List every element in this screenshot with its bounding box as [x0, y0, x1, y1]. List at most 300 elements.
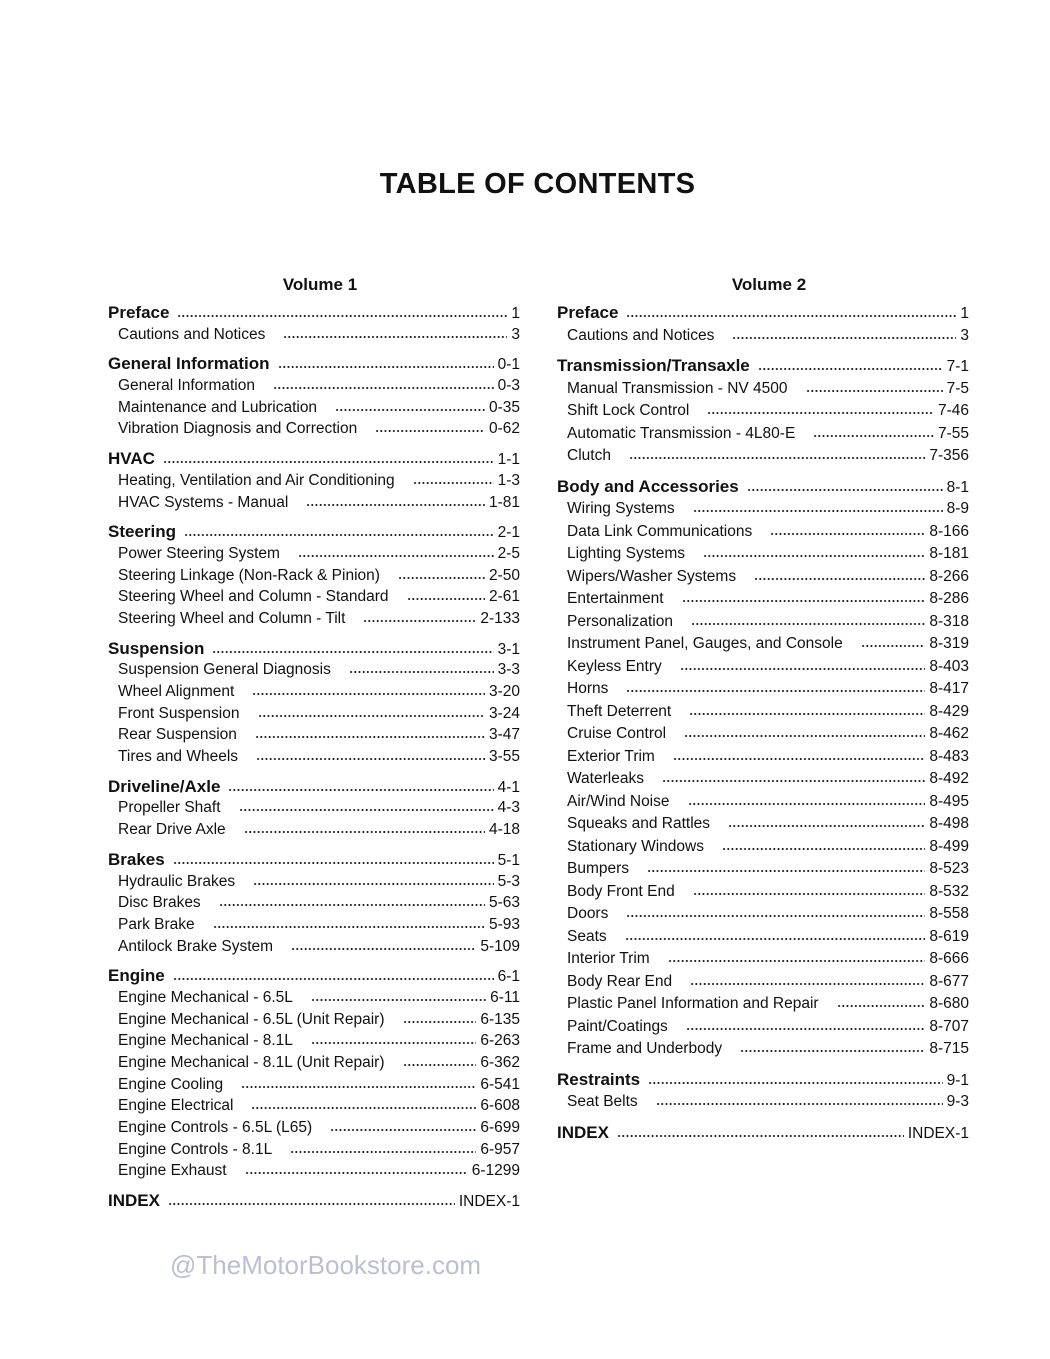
dot-leader	[682, 599, 926, 603]
toc-entry[interactable]	[557, 656, 969, 679]
entry-label: Personalization	[567, 612, 673, 630]
page-number: 2-50	[488, 566, 520, 584]
dot-leader	[690, 982, 925, 986]
page-number: 8-619	[929, 927, 969, 945]
page-number: 7-46	[937, 402, 969, 419]
page-number: 8-523	[929, 860, 969, 877]
toc-section-entry[interactable]	[557, 1069, 969, 1092]
page-number: 2-61	[488, 588, 520, 606]
toc-entry[interactable]	[557, 588, 969, 611]
page-number: 8-680	[929, 995, 969, 1012]
page-number: 2-1	[497, 524, 520, 542]
page-number: 8-417	[929, 680, 969, 697]
dot-leader	[403, 1063, 477, 1067]
toc-entry[interactable]	[108, 1009, 520, 1031]
page-number: 7-5	[946, 379, 969, 397]
section-title: Body and Accessories	[557, 476, 739, 496]
toc-entry[interactable]	[108, 586, 520, 608]
entry-label: Horns	[567, 680, 609, 697]
dot-leader	[311, 1041, 476, 1045]
dot-leader	[403, 1020, 477, 1024]
entry-label: Suspension General Diagnosis	[118, 661, 331, 679]
page-number: 0-1	[497, 356, 520, 374]
toc-section-entry[interactable]	[108, 776, 520, 798]
toc-section	[108, 776, 520, 841]
toc-entry[interactable]	[108, 1117, 520, 1139]
dot-leader	[228, 788, 493, 792]
page-number: INDEX-1	[458, 1193, 520, 1211]
dot-leader	[245, 1171, 468, 1175]
toc-entry[interactable]	[557, 378, 969, 401]
entry-label: Frame and Underbody	[567, 1040, 723, 1057]
toc-section-entry[interactable]	[108, 302, 520, 324]
section-title: Engine	[108, 966, 165, 986]
section-title: INDEX	[108, 1191, 160, 1211]
page-number: 1	[960, 305, 969, 322]
toc-entry[interactable]	[108, 746, 520, 768]
entry-label: Steering Wheel and Column - Standard	[118, 588, 389, 606]
page-number: 5-63	[488, 894, 520, 912]
page-number: 6-957	[480, 1140, 520, 1158]
section-title: Restraints	[557, 1069, 641, 1089]
section-title: Preface	[108, 303, 170, 322]
dot-leader	[693, 509, 943, 513]
dot-leader	[349, 670, 494, 674]
volume-1-column	[108, 272, 520, 1220]
toc-entry[interactable]	[557, 498, 969, 521]
toc-section-entry[interactable]	[108, 521, 520, 543]
dot-leader	[770, 532, 925, 536]
page-number: 3-24	[488, 704, 520, 722]
entry-label: Wheel Alignment	[118, 683, 235, 700]
toc-section	[108, 1190, 520, 1212]
toc-section-entry[interactable]	[557, 302, 969, 325]
toc-entry[interactable]	[108, 936, 520, 958]
toc-entry[interactable]	[108, 418, 520, 440]
page-number: 8-181	[929, 545, 969, 562]
page-number: 4-18	[488, 821, 520, 839]
entry-label: Clutch	[567, 447, 611, 464]
dot-leader	[728, 824, 925, 828]
section-title: Brakes	[108, 849, 165, 869]
entry-label: Propeller Shaft	[118, 799, 221, 817]
volume-heading: Volume 2	[731, 275, 807, 294]
page-number: 5-3	[497, 872, 520, 890]
toc-entry[interactable]	[557, 1091, 969, 1114]
toc-entry[interactable]	[108, 659, 520, 681]
entry-label: Engine Mechanical - 6.5L	[118, 988, 293, 1006]
dot-leader	[283, 335, 507, 339]
page-number: 1	[511, 305, 520, 322]
watermark: @TheMotorBookstore.com	[170, 1250, 482, 1280]
toc-section	[557, 355, 969, 468]
entry-label: Manual Transmission - NV 4500	[567, 379, 788, 397]
dot-leader	[311, 998, 486, 1002]
dot-leader	[413, 481, 494, 485]
page-number: 7-356	[929, 447, 969, 464]
page-number: 1-3	[497, 471, 520, 489]
page-number: 3	[960, 326, 969, 344]
toc-entry[interactable]	[108, 871, 520, 893]
page-number: 4-1	[497, 778, 520, 796]
dot-leader	[363, 619, 476, 623]
section-title: Driveline/Axle	[108, 776, 221, 796]
entry-label: Air/Wind Noise	[567, 792, 670, 810]
toc-section-entry[interactable]	[557, 355, 969, 378]
dot-leader	[306, 503, 485, 507]
section-title: Transmission/Transaxle	[557, 356, 750, 375]
section-title: HVAC	[108, 449, 155, 469]
page-number: 3-20	[488, 683, 520, 700]
dot-leader	[258, 714, 485, 718]
page-number: 7-55	[937, 424, 969, 442]
dot-leader	[278, 365, 494, 369]
entry-label: Hydraulic Brakes	[118, 872, 236, 890]
page-title: TABLE OF CONTENTS	[379, 168, 696, 200]
toc-entry[interactable]	[108, 1139, 520, 1161]
toc-entry[interactable]	[557, 678, 969, 701]
entry-label: Rear Drive Axle	[118, 821, 226, 839]
toc-entry[interactable]	[108, 543, 520, 565]
dot-leader	[407, 597, 485, 601]
toc-section-entry[interactable]	[108, 448, 520, 470]
entry-label: Stationary Windows	[567, 837, 704, 855]
dot-leader	[252, 692, 485, 696]
entry-label: Automatic Transmission - 4L80-E	[567, 424, 796, 442]
toc-section-entry[interactable]	[108, 965, 520, 987]
page-number: 6-1	[497, 968, 520, 986]
page-number: 3-1	[497, 640, 520, 658]
toc-section	[108, 448, 520, 513]
dot-leader	[273, 386, 494, 390]
dot-leader	[722, 847, 925, 851]
page-number: 8-266	[929, 567, 969, 585]
dot-leader	[244, 830, 485, 834]
dot-leader	[163, 460, 494, 464]
toc-section-entry[interactable]	[557, 476, 969, 499]
dot-leader	[291, 947, 476, 951]
toc-entry[interactable]	[557, 836, 969, 859]
toc-entry[interactable]	[108, 703, 520, 725]
dot-leader	[686, 1027, 926, 1031]
toc-section	[108, 849, 520, 957]
toc-entry[interactable]	[108, 324, 520, 346]
toc-entry[interactable]	[108, 470, 520, 492]
toc-section	[557, 476, 969, 1061]
entry-label: Engine Mechanical - 6.5L (Unit Repair)	[118, 1010, 385, 1028]
page-number: 2-133	[480, 609, 520, 627]
toc-entry[interactable]	[108, 681, 520, 703]
toc-section-entry[interactable]	[108, 849, 520, 871]
page-number: 8-495	[929, 792, 969, 810]
dot-leader	[251, 1106, 476, 1110]
entry-label: Body Front End	[567, 882, 675, 900]
toc-entry[interactable]	[557, 325, 969, 348]
page-number: 8-483	[929, 747, 969, 765]
dot-leader	[754, 577, 925, 581]
dot-leader	[732, 336, 956, 340]
page-number: 6-11	[490, 988, 520, 1006]
page-number: 5-1	[497, 851, 520, 869]
toc-entry[interactable]	[108, 724, 520, 746]
page-number: 6-135	[480, 1010, 520, 1028]
dot-leader	[330, 1128, 476, 1132]
toc-entry[interactable]	[108, 892, 520, 914]
toc-entry[interactable]	[108, 1074, 520, 1096]
toc-entry[interactable]	[557, 445, 969, 468]
toc-entry[interactable]	[557, 971, 969, 994]
entry-label: Exterior Trim	[567, 747, 655, 765]
toc-section-entry[interactable]	[108, 1190, 520, 1212]
page-number: 2-5	[497, 544, 520, 562]
toc-section	[108, 521, 520, 629]
entry-label: Tires and Wheels	[118, 748, 239, 766]
entry-label: Paint/Coatings	[567, 1017, 668, 1035]
toc-entry[interactable]	[108, 1052, 520, 1074]
toc-entry[interactable]	[557, 948, 969, 971]
entry-label: Power Steering System	[118, 544, 280, 562]
entry-label: Plastic Panel Information and Repair	[567, 995, 819, 1012]
dot-leader	[740, 1049, 925, 1053]
toc-entry[interactable]	[557, 611, 969, 634]
section-title: Preface	[557, 303, 619, 322]
page-number: 6-263	[480, 1032, 520, 1050]
page-number: 1-1	[497, 451, 520, 469]
page-number: 6-1299	[471, 1162, 520, 1180]
dot-leader	[758, 367, 943, 371]
toc-entry[interactable]	[557, 746, 969, 769]
toc-entry[interactable]	[108, 397, 520, 419]
dot-leader	[673, 757, 926, 761]
dot-leader	[656, 1102, 943, 1106]
page-number: 8-9	[946, 500, 969, 517]
dot-leader	[398, 576, 485, 580]
dot-leader	[626, 689, 925, 693]
page-number: 8-318	[929, 612, 969, 630]
page-number: 8-286	[929, 590, 969, 607]
toc-entry[interactable]	[557, 881, 969, 904]
entry-label: Rear Suspension	[118, 726, 237, 744]
dot-leader	[684, 734, 925, 738]
entry-label: General Information	[118, 377, 255, 395]
volume-2-column	[557, 272, 969, 1152]
toc-section-entry[interactable]	[108, 638, 520, 660]
entry-label: Entertainment	[567, 590, 664, 607]
page-number: 8-715	[929, 1040, 969, 1057]
dot-leader	[253, 882, 493, 886]
entry-label: Steering Wheel and Column - Tilt	[118, 609, 346, 627]
entry-label: Cruise Control	[567, 725, 667, 742]
volume-heading: Volume 1	[282, 275, 358, 294]
section-title: INDEX	[557, 1122, 609, 1142]
toc-section	[108, 965, 520, 1182]
entry-label: Engine Controls - 6.5L (L65)	[118, 1119, 313, 1137]
page-number: 3-47	[488, 726, 520, 744]
entry-label: Data Link Communications	[567, 522, 753, 540]
page-number: 8-498	[929, 815, 969, 832]
toc-entry[interactable]	[557, 1016, 969, 1039]
entry-label: Engine Mechanical - 8.1L (Unit Repair)	[118, 1054, 385, 1071]
page-number: 6-541	[480, 1075, 520, 1093]
page-number: 8-1	[946, 478, 969, 496]
dot-leader	[212, 650, 493, 654]
dot-leader	[626, 314, 956, 318]
dot-leader	[241, 1085, 476, 1089]
toc-entry[interactable]	[557, 723, 969, 746]
toc-entry[interactable]	[108, 1030, 520, 1052]
section-title: General Information	[108, 354, 270, 374]
page-number: 6-699	[480, 1119, 520, 1137]
dot-leader	[813, 434, 934, 438]
entry-label: Cautions and Notices	[567, 326, 715, 344]
dot-leader	[680, 667, 926, 671]
page-number: 1-81	[488, 493, 520, 511]
toc-section	[557, 1122, 969, 1145]
section-title: Steering	[108, 522, 177, 542]
entry-label: Heating, Ventilation and Air Conditioning	[118, 471, 395, 489]
toc-entry[interactable]	[557, 543, 969, 566]
entry-label: Engine Mechanical - 8.1L	[118, 1032, 293, 1050]
toc-section	[557, 302, 969, 347]
toc-section-entry[interactable]	[108, 353, 520, 375]
entry-label: Body Rear End	[567, 972, 673, 990]
dot-leader	[184, 533, 494, 537]
entry-label: Seat Belts	[567, 1093, 638, 1110]
dot-leader	[629, 456, 925, 460]
entry-label: Maintenance and Lubrication	[118, 398, 318, 416]
entry-label: Vibration Diagnosis and Correction	[118, 420, 358, 438]
entry-label: Cautions and Notices	[118, 325, 266, 343]
entry-label: Squeaks and Rattles	[567, 815, 711, 832]
toc-entry[interactable]	[108, 797, 520, 819]
page-number: 8-677	[929, 972, 969, 990]
page-number: 8-403	[929, 657, 969, 675]
page-number: INDEX-1	[907, 1124, 969, 1142]
toc-entry[interactable]	[108, 987, 520, 1009]
toc-entry[interactable]	[557, 633, 969, 656]
entry-label: Seats	[567, 927, 607, 945]
page-number: 3-3	[497, 661, 520, 679]
toc-entry[interactable]	[557, 858, 969, 881]
toc-entry[interactable]	[557, 400, 969, 423]
toc-entry[interactable]	[108, 1160, 520, 1182]
dot-leader	[213, 925, 485, 929]
toc-entry[interactable]	[108, 819, 520, 841]
toc-entry[interactable]	[557, 993, 969, 1016]
page-number: 8-532	[929, 882, 969, 900]
section-title: Suspension	[108, 638, 205, 658]
dot-leader	[707, 411, 934, 415]
toc-entry[interactable]	[557, 903, 969, 926]
toc-entry[interactable]	[557, 423, 969, 446]
toc-entry[interactable]	[557, 926, 969, 949]
dot-leader	[689, 712, 925, 716]
page-number: 8-707	[929, 1017, 969, 1035]
dot-leader	[625, 937, 926, 941]
toc-entry[interactable]	[557, 701, 969, 724]
page-number: 5-93	[488, 915, 520, 933]
entry-label: Steering Linkage (Non-Rack & Pinion)	[118, 566, 380, 584]
dot-leader	[747, 488, 943, 492]
toc-section	[108, 353, 520, 440]
dot-leader	[647, 869, 925, 873]
entry-label: Engine Electrical	[118, 1097, 234, 1115]
dot-leader	[173, 861, 494, 865]
toc-entry[interactable]	[557, 791, 969, 814]
dot-leader	[617, 1134, 904, 1138]
dot-leader	[688, 802, 926, 806]
page-number: 0-35	[488, 398, 520, 416]
dot-leader	[255, 735, 485, 739]
entry-label: Front Suspension	[118, 704, 240, 722]
entry-label: Wipers/Washer Systems	[567, 567, 737, 585]
page-number: 6-608	[480, 1097, 520, 1115]
toc-entry[interactable]	[108, 492, 520, 514]
toc-entry[interactable]	[557, 521, 969, 544]
toc-entry[interactable]	[557, 813, 969, 836]
dot-leader	[219, 903, 485, 907]
page-number: 8-499	[929, 837, 969, 855]
entry-label: Lighting Systems	[567, 545, 686, 562]
entry-label: Shift Lock Control	[567, 402, 690, 419]
dot-leader	[173, 977, 494, 981]
page-number: 8-462	[929, 725, 969, 742]
toc-entry[interactable]	[108, 608, 520, 630]
entry-label: HVAC Systems - Manual	[118, 493, 289, 511]
toc-section-entry[interactable]	[557, 1122, 969, 1145]
entry-label: Engine Controls - 8.1L	[118, 1140, 273, 1158]
toc-entry[interactable]	[108, 375, 520, 397]
dot-leader	[691, 622, 925, 626]
toc-entry[interactable]	[557, 1038, 969, 1061]
entry-label: Doors	[567, 905, 609, 922]
entry-label: Theft Deterrent	[567, 702, 672, 720]
dot-leader	[335, 408, 485, 412]
page-number: 3-55	[488, 748, 520, 766]
dot-leader	[806, 389, 943, 393]
toc-entry[interactable]	[108, 914, 520, 936]
entry-label: Keyless Entry	[567, 657, 662, 675]
toc-entry[interactable]	[557, 566, 969, 589]
entry-label: Antilock Brake System	[118, 937, 274, 955]
toc-section	[557, 1069, 969, 1114]
page-number: 4-3	[497, 799, 520, 817]
dot-leader	[290, 1150, 476, 1154]
entry-label: Disc Brakes	[118, 894, 201, 912]
entry-label: Engine Cooling	[118, 1075, 224, 1093]
dot-leader	[662, 779, 925, 783]
entry-label: Instrument Panel, Gauges, and Console	[567, 635, 843, 652]
dot-leader	[239, 808, 494, 812]
entry-label: Park Brake	[118, 915, 195, 933]
dot-leader	[375, 429, 485, 433]
page-number: 7-1	[946, 358, 969, 375]
dot-leader	[861, 644, 926, 648]
page-number: 9-1	[946, 1071, 969, 1089]
toc-entry[interactable]	[108, 1095, 520, 1117]
toc-entry[interactable]	[557, 768, 969, 791]
page-number: 0-3	[497, 377, 520, 395]
page-number: 8-429	[929, 702, 969, 720]
dot-leader	[298, 554, 494, 558]
page-number: 8-492	[929, 770, 969, 787]
toc-entry[interactable]	[108, 565, 520, 587]
dot-leader	[177, 314, 507, 318]
dot-leader	[703, 554, 925, 558]
dot-leader	[626, 914, 925, 918]
entry-label: Wiring Systems	[567, 500, 675, 517]
dot-leader	[168, 1202, 455, 1206]
